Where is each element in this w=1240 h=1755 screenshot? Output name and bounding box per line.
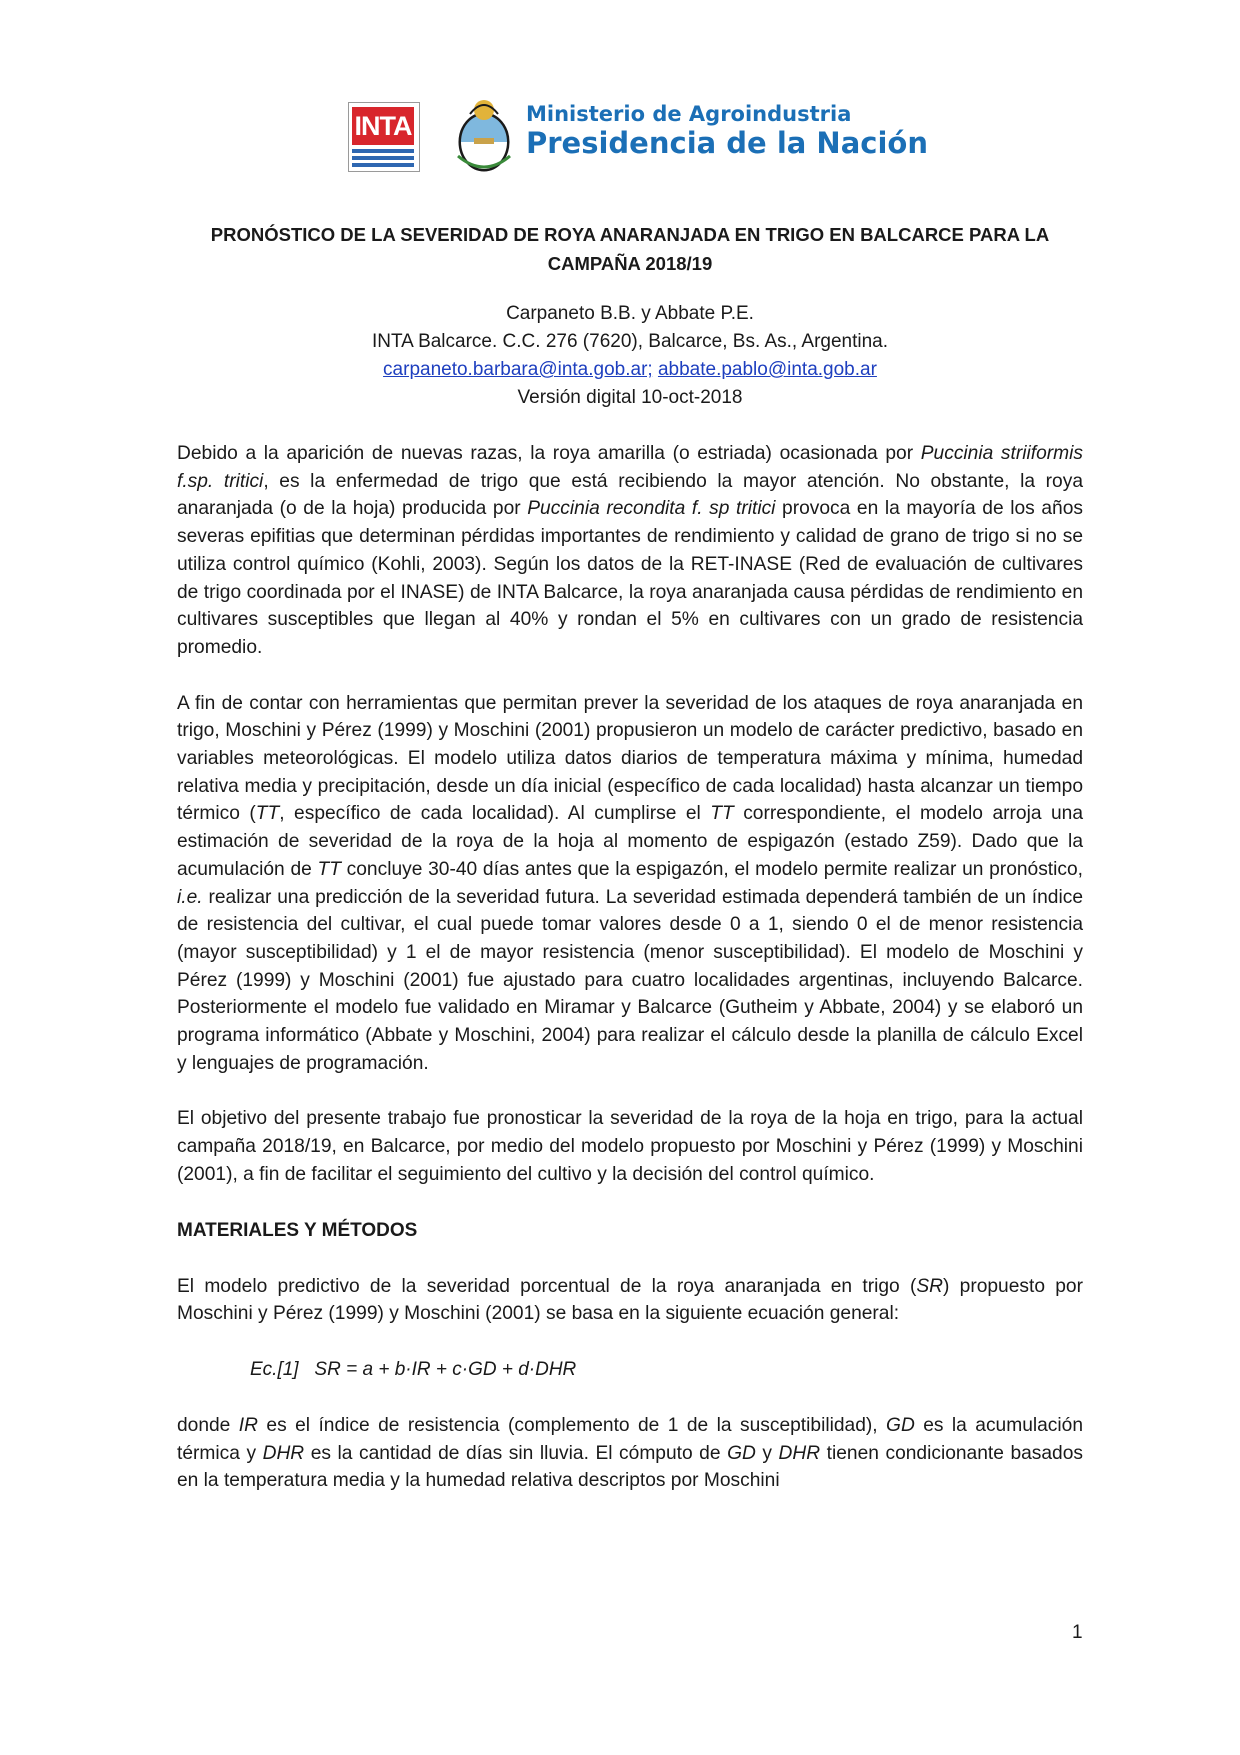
variable-gd: GD xyxy=(727,1442,756,1464)
text: es el índice de resistencia (complemento de 1 de la susceptibilidad), xyxy=(257,1414,887,1436)
paragraph-methods xyxy=(177,1273,1083,1328)
logo-stripe xyxy=(352,149,414,153)
species-name: Puccinia recondita f. sp tritici xyxy=(527,498,776,520)
page-header xyxy=(0,96,1240,176)
variable-sr: SR xyxy=(916,1275,943,1297)
species-name: Puccinia striiformis f.sp. tritici xyxy=(177,443,1083,492)
page-number: 1 xyxy=(1072,1622,1083,1643)
text: provoca en la mayoría de los años severas epifitias que determinan pérdidas importantes de rendimiento y calidad de grano de trigo si no se utiliza control químico (Kohli, 2003). Según los datos de la RET-INASE (Red de evaluación de cultivares de trigo coordinada por el INASE) de INTA Balcarce, la roya anaranjada causa pérdidas de rendimiento en cultivares susceptibles que llegan al 40% y rondan el 5% en cultivares con un grado de resistencia promedio. xyxy=(177,498,1083,658)
text: Debido a la aparición de nuevas razas, la roya amarilla (o estriada) ocasionada por xyxy=(177,443,921,464)
document-body xyxy=(177,220,1083,1495)
email-link-abbate[interactable]: abbate.pablo@inta.gob.ar xyxy=(657,359,877,380)
spacer xyxy=(177,1077,1083,1105)
paragraph-definitions xyxy=(177,1412,1083,1495)
text: donde xyxy=(177,1414,239,1436)
ministry-line-1: Ministerio de Agroindustria xyxy=(526,102,852,126)
paragraph-intro xyxy=(177,440,1083,662)
equation-formula: SR = a + b·IR + c·GD + d·DHR xyxy=(314,1358,577,1380)
author-block xyxy=(177,300,1083,412)
variable-dhr: DHR xyxy=(778,1442,821,1464)
equation-label: Ec.[1] xyxy=(250,1358,299,1380)
variable-gd: GD xyxy=(886,1414,915,1436)
variable-ir: IR xyxy=(238,1414,258,1436)
text: es la acumulación térmica y xyxy=(177,1414,1084,1464)
text: , específico de cada localidad). Al cumplirse el xyxy=(279,803,711,825)
spacer xyxy=(177,1384,1083,1412)
inta-logo-text: INTA xyxy=(352,107,414,145)
text: concluye 30-40 días antes que la espigazón, el modelo permite realizar un pronóstico, xyxy=(340,858,1083,880)
logo-stripe xyxy=(352,163,414,167)
spacer xyxy=(177,662,1083,690)
text: , es la enfermedad de trigo que está recibiendo la mayor atención. No obstante, la roya anaranjada (o de la hoja) producida por xyxy=(177,470,1083,520)
logo-stripe xyxy=(352,156,414,160)
spacer xyxy=(177,412,1083,440)
ministry-line-2: Presidencia de la Nación xyxy=(526,126,928,160)
document-version: Versión digital 10-oct-2018 xyxy=(517,387,743,408)
text: ) propuesto por Moschini y Pérez (1999) y Moschini (2001) se basa en la siguiente ecuación general: xyxy=(177,1275,1083,1325)
variable-dhr: DHR xyxy=(262,1442,305,1464)
variable-tt: TT xyxy=(317,858,341,880)
author-emails xyxy=(177,356,1083,384)
variable-tt: TT xyxy=(710,803,734,825)
text: correspondiente, el modelo arroja una estimación de severidad de la roya de la hoja al momento de espigazón (estado Z59). Dado que la acumulación de xyxy=(177,803,1083,880)
text: realizar una predicción de la severidad futura. La severidad estimada dependerá también de un índice de resistencia del cultivar, el cual puede tomar valores desde 0 a 1, siendo 0 el de menor resistencia (mayor susceptibilidad) y 1 el de mayor resistencia (menor susceptibilidad). El modelo de Moschini y Pérez (1999) y Moschini (2001) fue ajustado para cuatro localidades argentinas, incluyendo Balcarce. Posteriormente el modelo fue validado en Miramar y Balcarce (Gutheim y Abbate, 2004) y se elaboró un programa informático (Abbate y Moschini, 2004) para realizar el cálculo desde la planilla de cálculo Excel y lenguajes de programación. xyxy=(177,886,1083,1074)
paragraph-objective: El objetivo del presente trabajo fue pronosticar la severidad de la roya de la hoja en trigo, para la actual campaña 2018/19, en Balcarce, por medio del modelo propuesto por Moschini y Pérez (1999) y Moschini (2001), a fin de facilitar el seguimiento del cultivo y la decisión del control químico. xyxy=(177,1108,1083,1185)
equation-1 xyxy=(177,1356,1083,1384)
abbreviation-ie: i.e. xyxy=(177,886,203,908)
text: y xyxy=(755,1442,779,1464)
spacer xyxy=(177,1189,1083,1217)
author-affiliation: INTA Balcarce. C.C. 276 (7620), Balcarce, Bs. As., Argentina. xyxy=(371,331,889,352)
spacer xyxy=(177,1328,1083,1356)
section-heading: MATERIALES Y MÉTODOS xyxy=(177,1219,418,1241)
text: es la cantidad de días sin lluvia. El cómputo de xyxy=(304,1442,728,1464)
coat-of-arms-icon xyxy=(452,96,516,176)
text: tienen condicionante basados en la temperatura media y la humedad relativa descriptos por Moschini xyxy=(177,1442,1083,1492)
spacer xyxy=(177,1245,1083,1273)
text: A fin de contar con herramientas que permitan prever la severidad de los ataques de roya anaranjada en trigo, Moschini y Pérez (1999) y Moschini (2001) propusieron un modelo de carácter predictivo, basado en variables meteorológicas. El modelo utiliza datos diarios de temperatura máxima y mínima, humedad relativa media y precipitación, desde un día inicial (específico de cada localidad) hasta alcanzar un tiempo térmico ( xyxy=(177,692,1083,825)
email-link-carpaneto[interactable]: carpaneto.barbara@inta.gob.ar; xyxy=(383,359,653,380)
text: El modelo predictivo de la severidad porcentual de la roya anaranjada en trigo ( xyxy=(177,1275,917,1297)
ministry-logo-text xyxy=(526,102,928,160)
document-title: PRONÓSTICO DE LA SEVERIDAD DE ROYA ANARANJADA EN TRIGO EN BALCARCE PARA LA CAMPAÑA 2018/19 xyxy=(210,224,1050,274)
paragraph-model xyxy=(177,690,1083,1078)
variable-tt: TT xyxy=(255,803,280,825)
author-names: Carpaneto B.B. y Abbate P.E. xyxy=(506,303,754,324)
inta-logo xyxy=(348,102,420,172)
